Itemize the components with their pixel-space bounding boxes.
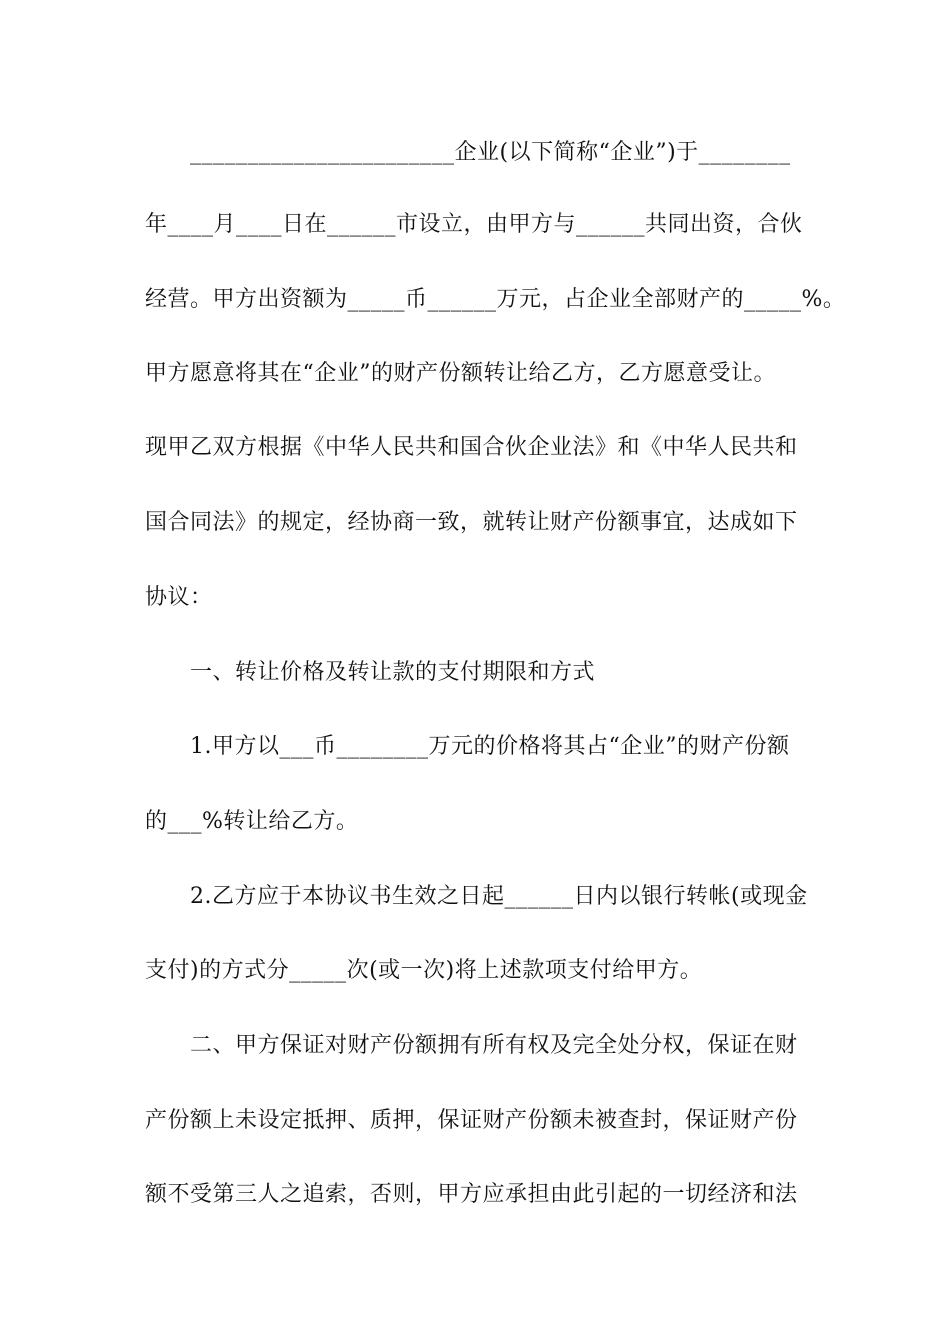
paragraph-line: 协议： [145,585,213,610]
paragraph-line: 产份额上未设定抵押、质押，保证财产份额未被查封，保证财产份 [145,1108,798,1133]
paragraph-line: 国合同法》的规定，经协商一致，就转让财产份额事宜，达成如下 [145,510,798,535]
paragraph-line: _______________________企业(以下简称“企业”)于________ [145,140,791,165]
section-heading: 一、转让价格及转让款的支付期限和方式 [145,660,596,685]
paragraph-line: 现甲乙双方根据《中华人民共和国合伙企业法》和《中华人民共和 [145,435,798,460]
paragraph-line: 二、甲方保证对财产份额拥有所有权及完全处分权，保证在财 [145,1033,798,1058]
paragraph-line: 2.乙方应于本协议书生效之日起______日内以银行转帐(或现金 [145,884,808,909]
paragraph-line: 1.甲方以___币________万元的价格将其占“企业”的财产份额 [145,734,790,759]
paragraph-line: 额不受第三人之追索，否则，甲方应承担由此引起的一切经济和法 [145,1182,798,1207]
paragraph-line: 经营。甲方出资额为_____币______万元，占企业全部财产的_____%。 [145,287,846,312]
paragraph-line: 支付)的方式分_____次(或一次)将上述款项支付给甲方。 [145,958,703,983]
paragraph-line: 的___%转让给乙方。 [145,809,359,834]
paragraph-line: 甲方愿意将其在“企业”的财产份额转让给乙方，乙方愿意受让。 [145,361,776,386]
paragraph-line: 年____月____日在______市设立，由甲方与______共同出资，合伙 [145,212,803,237]
